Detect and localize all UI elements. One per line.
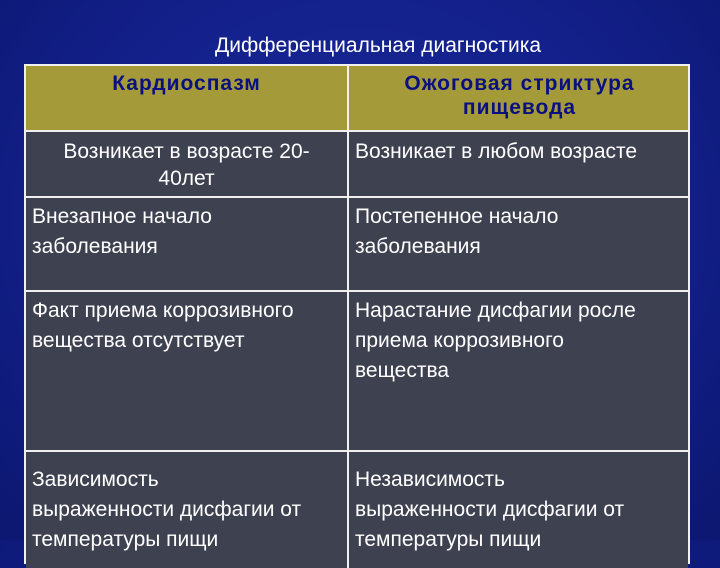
table-row <box>26 130 688 198</box>
table-cell-left <box>26 292 349 452</box>
cell-text-line: Возникает в возрасте 20- <box>63 140 310 163</box>
cell-text-line: Независимость <box>355 468 505 491</box>
table-cell-right <box>349 132 688 198</box>
table-row <box>26 196 688 292</box>
table-cell-right <box>349 452 688 568</box>
cell-text-line: Факт приема коррозивного <box>32 299 294 322</box>
table-cell-right <box>349 292 688 452</box>
table-cell-left <box>26 198 349 292</box>
cell-text-line: температуры пищи <box>32 528 219 551</box>
cell-text-line: Постепенное начало <box>355 205 559 228</box>
cell-text-line: вещества <box>355 359 450 382</box>
cell-text-line: температуры пищи <box>355 528 542 551</box>
cell-text-line: приема коррозивного <box>355 329 564 352</box>
cell-text-line: Зависимость <box>32 468 159 491</box>
cell-text-line: выраженности дисфагии от <box>355 498 625 521</box>
cell-text-line: выраженности дисфагии от <box>32 498 302 521</box>
cell-text-line: Возникает в любом возрасте <box>355 140 638 163</box>
slide-title: Дифференциальная диагностика <box>215 34 542 57</box>
table-row <box>26 450 688 568</box>
cell-text-line: Нарастание дисфагии росле <box>355 299 636 322</box>
differential-diagnosis-table <box>24 64 690 564</box>
table-cell-left <box>26 452 349 568</box>
table-cell-right <box>349 198 688 292</box>
cell-text-line: 40лет <box>158 167 215 190</box>
table-cell-left <box>26 132 349 198</box>
cell-text-line: заболевания <box>32 235 158 258</box>
cell-text-line: заболевания <box>355 235 481 258</box>
header-text-line: Ожоговая стриктура <box>404 72 635 95</box>
cell-text-line: Внезапное начало <box>32 205 212 228</box>
cell-text-line: вещества отсутствует <box>32 329 245 352</box>
header-text-line: Кардиоспазм <box>112 72 261 95</box>
table-header-row <box>26 66 688 130</box>
header-cell-cardiospasm <box>26 66 349 130</box>
header-cell-burn-stricture <box>349 66 688 130</box>
table-row <box>26 290 688 452</box>
header-text-line: пищевода <box>462 96 577 119</box>
